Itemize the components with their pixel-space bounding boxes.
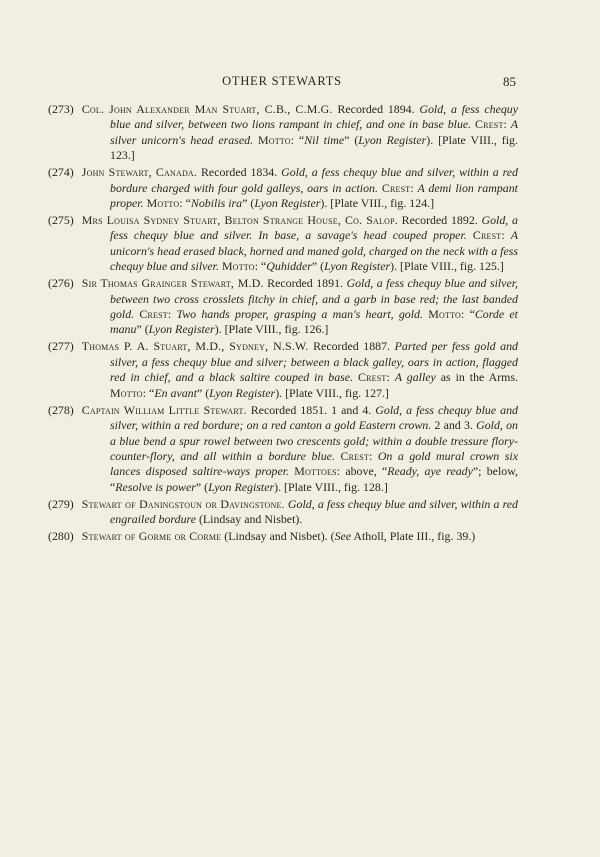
- small-caps-text: Motto: [221, 259, 255, 274]
- italic-text: Nobilis ira: [190, 196, 243, 211]
- text-run: : “: [461, 307, 475, 322]
- text-run: : “: [142, 385, 155, 400]
- page-number: 85: [503, 74, 516, 89]
- running-header: [48, 74, 516, 92]
- text-run: (Lindsay and Nisbet).: [195, 512, 303, 527]
- entry-275: [48, 213, 518, 275]
- entry-280: [48, 529, 518, 544]
- entries-list: [48, 102, 518, 546]
- italic-text: En avant: [154, 385, 197, 400]
- text-run: : “: [290, 132, 305, 147]
- entry-279: [48, 497, 518, 528]
- small-caps-text: Crest: [475, 117, 504, 132]
- italic-text: Lyon Register: [358, 132, 427, 147]
- text-run: :: [501, 228, 511, 243]
- small-caps-text: Motto: [257, 132, 291, 147]
- text-run: Recorded 1887.: [308, 339, 395, 354]
- text-run: Recorded 1892.: [397, 213, 482, 228]
- text-run: as in the Arms.: [435, 370, 519, 385]
- text-run: ). [Plate VIII., fig. 126.]: [214, 322, 329, 337]
- small-caps-text: Mrs Louisa Sydney Stuart, Belton Strange House, Co. Salop.: [81, 213, 398, 228]
- italic-text: Corde et manu: [110, 307, 518, 337]
- italic-text: Gold, a fess chequy blue and silver, between two lions rampant in chief, and one in base blue.: [110, 102, 519, 132]
- text-run: :: [368, 448, 378, 463]
- italic-text: A silver unicorn's head erased.: [110, 117, 518, 147]
- italic-text: Lyon Register: [324, 259, 391, 274]
- text-run: ” (: [242, 196, 255, 211]
- small-caps-text: John Stewart, Canada.: [81, 165, 198, 180]
- italic-text: A galley: [394, 370, 436, 385]
- italic-text: Lyon Register: [209, 385, 276, 400]
- entry-number: (275): [48, 213, 74, 228]
- text-run: ). [Plate VIII., fig. 128.]: [274, 479, 388, 494]
- text-run: Recorded 1894.: [332, 102, 420, 116]
- text-run: :: [503, 117, 511, 132]
- small-caps-text: Thomas P. A. Stuart, M.D., Sydney, N.S.W.: [81, 339, 309, 354]
- italic-text: Gold, a fess chequy blue and silver. In base, a savage's head couped proper.: [110, 213, 518, 243]
- italic-text: Gold, a fess chequy blue and silver, within a red bordure; on a red canton a gold Eastern crown.: [110, 402, 518, 433]
- small-caps-text: Sir Thomas Grainger Stewart, M.D.: [81, 276, 264, 291]
- entry-278: [48, 403, 518, 495]
- entry-number: (278): [48, 402, 74, 417]
- text-run: ” (: [344, 132, 359, 147]
- italic-text: See: [334, 529, 352, 544]
- italic-text: Lyon Register: [148, 322, 215, 337]
- italic-text: A demi lion rampant proper.: [110, 180, 518, 211]
- small-caps-text: Crest: [139, 307, 168, 322]
- italic-text: Parted per fess gold and silver, a fess chequy blue and silver; between a black galley, oars in action, flagged red in chief, and a black saltire couped in base.: [110, 339, 518, 385]
- italic-text: A unicorn's head erased black, horned and maned gold, charged on the neck with a fess chequy blue and silver.: [110, 228, 518, 274]
- text-run: : “: [179, 196, 191, 211]
- text-run: Atholl, Plate III., fig. 39.): [351, 529, 476, 544]
- text-run: ). [Plate VIII., fig. 127.]: [275, 385, 389, 400]
- small-caps-text: Col. John Alexander Man Stuart, C.B., C.M.G.: [81, 102, 333, 116]
- italic-text: Gold, a fess chequy blue and silver, between two cross crosslets fitchy in chief, and a garb in base red; the last banded gold.: [110, 276, 519, 322]
- small-caps-text: Crest: [472, 228, 502, 243]
- text-run: 2 and 3.: [431, 418, 477, 433]
- text-run: (Lindsay and Nisbet). (: [221, 529, 335, 544]
- italic-text: On a gold mural crown six lances disposed saltire-ways proper.: [110, 448, 518, 479]
- small-caps-text: Stewart of Gorme or Corme: [81, 529, 222, 544]
- text-run: :: [410, 180, 418, 195]
- text-run: : “: [254, 259, 267, 274]
- entry-number: (279): [48, 496, 74, 511]
- text-run: Recorded 1851. 1 and 4.: [246, 402, 376, 417]
- small-caps-text: Stewart of Daningstoun or Davingstone.: [81, 496, 285, 511]
- italic-text: Gold, a fess chequy blue and silver, within a red engrailed bordure: [110, 496, 518, 527]
- small-caps-text: Motto: [146, 196, 180, 211]
- entry-number: (280): [48, 529, 74, 544]
- entry-273: [48, 102, 518, 164]
- italic-text: Gold, a fess chequy blue and silver, within a red bordure charged with four gold galleys, oars in action.: [110, 165, 518, 195]
- text-run: ). [Plate VIII., fig. 124.]: [320, 196, 435, 211]
- entry-277: [48, 339, 518, 401]
- text-run: : above, “: [336, 464, 388, 479]
- small-caps-text: Mottoes: [294, 464, 337, 479]
- entry-274: [48, 165, 518, 211]
- text-run: ” (: [196, 385, 210, 400]
- entry-number: (277): [48, 339, 74, 354]
- text-run: Recorded 1891.: [263, 276, 347, 291]
- text-run: ” (: [195, 479, 209, 494]
- entry-number: (273): [48, 102, 74, 116]
- small-caps-text: Crest: [340, 448, 369, 463]
- italic-text: Two hands proper, grasping a man's heart, gold.: [176, 307, 423, 322]
- italic-text: Lyon Register: [254, 196, 321, 211]
- italic-text: Nil time: [304, 132, 345, 147]
- text-run: ). [Plate VIII., fig. 125.]: [390, 259, 504, 274]
- italic-text: Ready, aye ready: [387, 464, 473, 479]
- text-run: ”; below, “: [110, 464, 518, 494]
- text-run: ” (: [311, 259, 325, 274]
- text-run: ). [Plate VIII., fig. 123.]: [110, 132, 518, 163]
- italic-text: Gold, on a blue bend a spur rowel between two crescents gold; within a double tressure flory-counter-flory, and all within a bordure blue.: [110, 418, 518, 463]
- entry-number: (274): [48, 165, 74, 180]
- italic-text: Lyon Register: [208, 479, 275, 494]
- italic-text: Quhidder: [266, 259, 312, 274]
- text-run: ” (: [136, 322, 149, 337]
- small-caps-text: Captain William Little Stewart.: [81, 402, 247, 417]
- small-caps-text: Motto: [110, 385, 143, 400]
- text-run: :: [386, 370, 395, 385]
- text-run: :: [167, 307, 177, 322]
- entry-number: (276): [48, 276, 74, 291]
- small-caps-text: Crest: [381, 180, 411, 195]
- italic-text: Resolve is power: [115, 479, 196, 494]
- text-run: Recorded 1834.: [197, 165, 282, 180]
- entry-276: [48, 276, 518, 338]
- small-caps-text: Motto: [428, 307, 461, 322]
- small-caps-text: Crest: [358, 370, 387, 385]
- header-title: OTHER STEWARTS: [222, 74, 342, 88]
